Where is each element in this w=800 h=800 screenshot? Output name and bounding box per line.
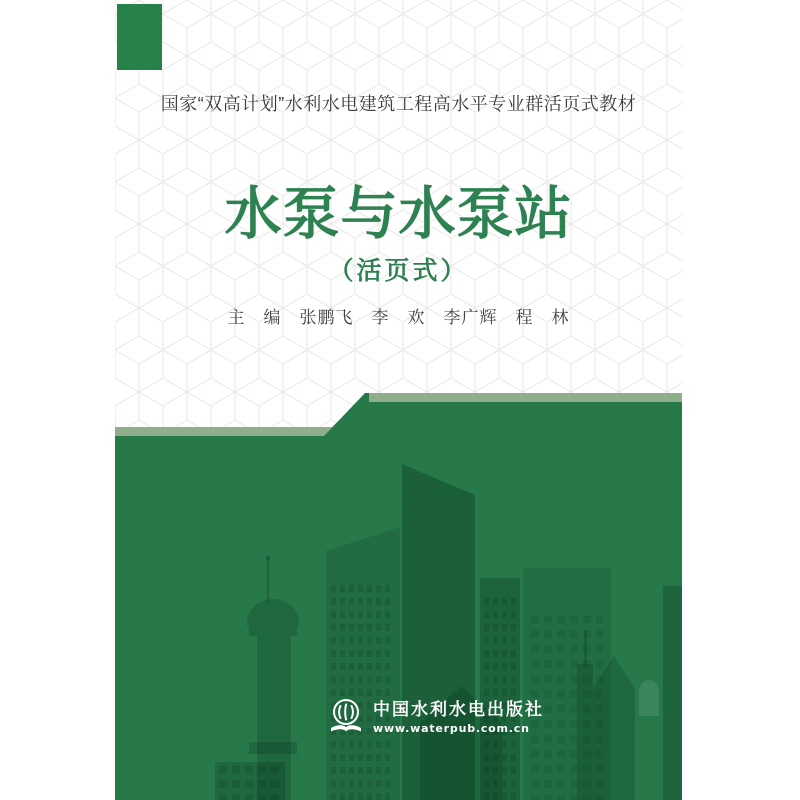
publisher-url: www.waterpub.com.cn: [373, 721, 530, 735]
publisher-block: [328, 698, 544, 738]
publisher-name: 中国水利水电出版社: [373, 700, 544, 721]
publisher-text: [373, 701, 544, 735]
city-skyline: [115, 390, 682, 800]
authors-line: 主 编 张鹏飞 李 欢 李广辉 程 林: [227, 308, 570, 327]
book-title: 水泵与水泵站: [224, 180, 573, 247]
book-subtitle: （活页式）: [328, 256, 469, 285]
city-skyline-section: [115, 390, 682, 800]
top-accent-block: [117, 4, 162, 70]
book-cover: [115, 0, 682, 800]
publisher-logo-icon: [328, 698, 364, 738]
series-title: 国家“双高计划”水利水电建筑工程高水平专业群活页式教材: [160, 94, 637, 114]
